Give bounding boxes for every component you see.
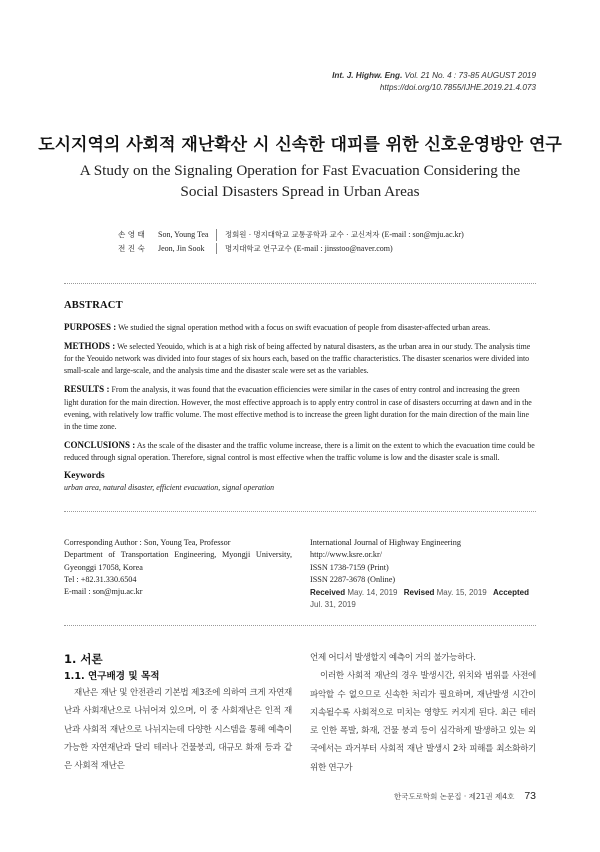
author-name-english: Jeon, Jin Sook: [158, 243, 205, 253]
keywords: urban area, natural disaster, efficient evacuation, signal operation: [64, 483, 275, 493]
doi-link[interactable]: https://doi.org/10.7855/IJHE.2019.21.4.073: [379, 83, 536, 92]
abstract-heading: ABSTRACT: [64, 300, 123, 311]
journal-header: [332, 70, 536, 94]
author-row: [118, 228, 464, 242]
title-english-line1: A Study on the Signaling Operation for Fast Evacuation Considering the: [79, 162, 521, 179]
section-heading: 1. 서론: [64, 652, 103, 666]
body-paragraph: 언제 어디서 발생할지 예측이 거의 불가능하다.: [310, 653, 476, 663]
journal-info: International Journal of Highway Engineering http://www.ksre.or.kr/ ISSN 1738-7159 (Print) ISSN 2287-3678 (Online) Received May. 14, 2019 Revised May. 15, 2019 Accepted Jul. 31, 2019: [310, 537, 536, 612]
author-block: [118, 228, 464, 255]
abstract-methods: METHODS : We selected Yeouido, which is at a high risk of being affected by natural disasters, as the urban area in our study. The analysis time for the Yeouido network was divided into four stages of six hours each, based on the traffic characteristics. The disaster scenarios were divided into small-scale and large-scale, and the analysis time and the disaster scale were set as the variables.: [64, 341, 531, 376]
author-email[interactable]: (E-mail : son@mju.ac.kr): [381, 230, 464, 239]
divider: [216, 229, 217, 241]
journal-citation: Int. J. Highw. Eng. Vol. 21 No. 4 : 73-85 AUGUST 2019: [332, 71, 536, 80]
title-english: [0, 160, 600, 202]
divider: [64, 283, 536, 284]
title-korean: 도시지역의 사회적 재난확산 시 신속한 대피를 위한 신호운영방안 연구: [38, 135, 562, 155]
abstract-results: RESULTS : From the analysis, it was found that the evacuation efficiencies were similar in the cases of entry control and increasing the green light duration for the main direction. However, the most effective approach is to apply entry control in case of disasters occurring at dawn and in the evening, with relatively low traffic volume. The most effective method is to increase the green light duration for the main direction of the main line in the time zone.: [64, 384, 532, 431]
body-paragraph: 이러한 사회적 재난의 경우 발생시간, 위치와 범위를 사전에 파악할 수 없으므로 신속한 처리가 필요하며, 재난발생 시간이 지속될수록 사회적으로 미치는 영향도 커지게 된다. 최근 테러로 인한 폭발, 화재, 건물 붕괴 등이 심각하게 발생하고 있는 외국에서는 과거부터 사회적 재난 발생시 2차 피해를 최소화하기 위한 연구가: [310, 671, 536, 773]
author-affiliation: 명지대학교 연구교수 (E-mail : jinsstoo@naver.com): [225, 243, 393, 253]
author-name-korean: 전 진 숙: [118, 243, 145, 253]
divider: [64, 625, 536, 626]
abstract-conclusions: CONCLUSIONS : As the scale of the disaster and the traffic volume increase, there is a limit on the extent to which the evacuation time could be reduced through signal operation. Therefore, signal control is most effective when the traffic volume is low and the disaster scale is small.: [64, 439, 535, 462]
page-footer: [394, 790, 536, 802]
author-email[interactable]: (E-mail : jinsstoo@naver.com): [293, 243, 393, 253]
submission-dates: Received May. 14, 2019 Revised May. 15, 2019 Accepted Jul. 31, 2019: [310, 588, 529, 610]
journal-url[interactable]: http://www.ksre.or.kr/: [310, 550, 383, 560]
divider: [64, 511, 536, 512]
abstract-purposes: PURPOSES : We studied the signal operation method with a focus on swift evacuation of people from disaster-affected urban areas.: [64, 322, 491, 333]
author-affiliation: 정회원 · 명지대학교 교통공학과 교수 · 교신저자 (E-mail : son@mju.ac.kr): [225, 230, 464, 239]
author-name-korean: 손 영 태: [118, 230, 145, 239]
footer-journal-issue: 한국도로학회 논문집 · 제21권 제4호: [393, 792, 515, 801]
corresponding-email[interactable]: E-mail : son@mju.ac.kr: [64, 587, 143, 597]
author-name-english: Son, Young Tea: [158, 230, 209, 239]
abstract-section: [64, 300, 536, 494]
page-number: 73: [524, 790, 536, 802]
corresponding-author: Corresponding Author : Son, Young Tea, Professor Department of Transportation Engineering, Myongji University, Gyeonggi 17058, Korea Tel : +82.31.330.6504 E-mail : son@mju.ac.kr: [64, 537, 292, 598]
body-column-left: [64, 652, 292, 775]
subsection-heading: 1.1. 연구배경 및 목적: [64, 671, 160, 682]
title-english-line2: Social Disasters Spread in Urban Areas: [180, 183, 420, 200]
body-column-right: [310, 649, 536, 777]
divider: [216, 243, 217, 255]
body-paragraph: 재난은 재난 및 안전관리 기본법 제3조에 의하여 크게 자연재난과 사회재난으로 나뉘어져 있으며, 이 중 사회재난은 인적 재난과 사회적 재난으로 나뉘지는데 다양한 시스템을 통해 예측이 가능한 자연재난과 달리 테러나 건물붕괴, 대규모 화재 등과 같은 사회적 재난은: [64, 688, 292, 772]
keywords-heading: Keywords: [64, 471, 105, 482]
author-row: [118, 242, 464, 256]
